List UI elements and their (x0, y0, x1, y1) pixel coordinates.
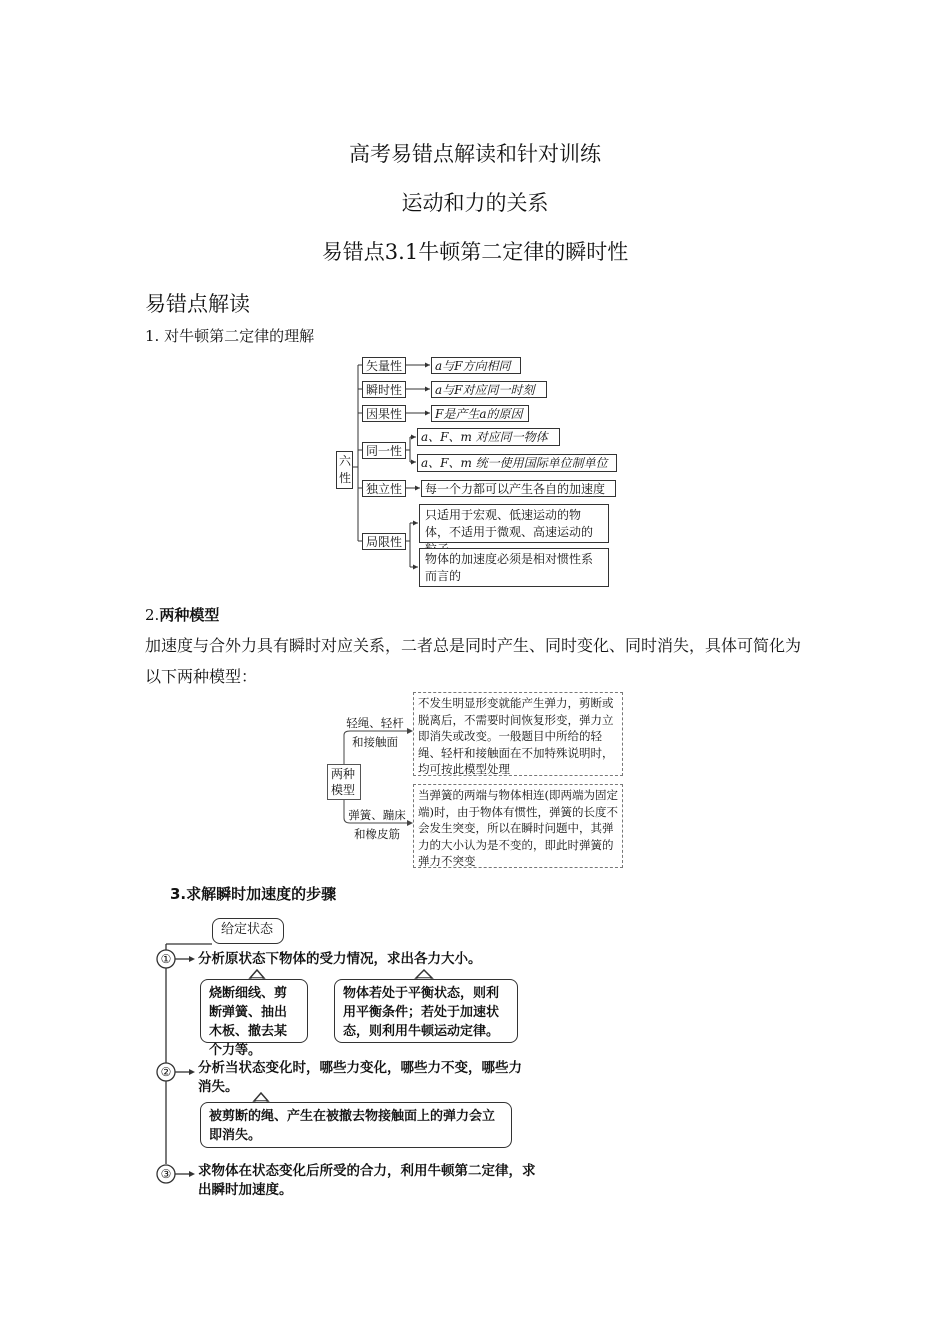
root-box-six-properties: 六性 (336, 451, 353, 489)
part1-heading: 1. 对牛顿第二定律的理解 (145, 327, 315, 345)
start-state-box: 给定状态 (212, 918, 284, 944)
model-label-rope (345, 714, 405, 752)
doc-topic-title: 易错点3.1牛顿第二定律的瞬时性 (321, 240, 629, 264)
desc-causal: F是产生a的原因 (431, 405, 529, 422)
model-label-rope-line2: 和接触面 (352, 735, 398, 749)
part2-paragraph: 加速度与合外力具有瞬时对应关系，二者总是同时产生、同时变化、同时消失，具体可简化为以下两种模型： (145, 636, 802, 686)
note-box-triggers: 烧断细线、剪断弹簧、抽出木板、撤去某个力等。 (200, 979, 308, 1043)
desc-limitation-inertial: 物体的加速度必须是相对惯性系而言的 (419, 548, 609, 587)
step2-number: ② (160, 1065, 172, 1079)
model-label-spring-line1: 弹簧、蹦床 (348, 808, 406, 822)
desc-independence: 每一个力都可以产生各自的加速度 (421, 480, 616, 497)
note-box-equilibrium: 物体若处于平衡状态，则利用平衡条件；若处于加速状态，则利用牛顿运动定律。 (334, 979, 518, 1043)
property-vector: 矢量性 (362, 357, 406, 374)
model-desc-rope: 不发生明显形变就能产生弹力，剪断或脱离后，不需要时间恢复形变，弹力立即消失或改变。一般题目中所给的轻绳、轻杆和接触面在不加特殊说明时，均可按此模型处理 (413, 692, 623, 776)
part2-heading-text: 两种模型 (159, 606, 220, 624)
property-limitation: 局限性 (362, 533, 406, 550)
step3-text: 求物体在状态变化后所受的合力，利用牛顿第二定律，求出瞬时加速度。 (198, 1163, 536, 1198)
step1-number: ① (160, 952, 172, 966)
part3-heading: 3.求解瞬时加速度的步骤 (170, 885, 337, 903)
step2-text: 分析当状态变化时，哪些力变化，哪些力不变，哪些力消失。 (198, 1060, 522, 1095)
property-independence: 独立性 (362, 480, 406, 497)
note-box-vanishing-force: 被剪断的绳、产生在被撤去物接触面上的弹力会立即消失。 (200, 1102, 512, 1148)
model-label-rope-line1: 轻绳、轻杆 (346, 716, 404, 730)
desc-sameness-units: a、F、m 统一使用国际单位制单位 (417, 454, 617, 472)
section-heading: 易错点解读 (145, 292, 250, 316)
desc-sameness-object: a、F、m 对应同一物体 (417, 428, 560, 446)
desc-limitation-macro: 只适用于宏观、低速运动的物体，不适用于微观、高速运动的 (419, 504, 609, 543)
property-sameness: 同一性 (362, 442, 406, 459)
part2-heading (145, 604, 219, 625)
root-box-two-models: 两种模型 (327, 764, 361, 800)
doc-subtitle: 运动和力的关系 (401, 191, 549, 215)
property-instantaneous: 瞬时性 (362, 381, 406, 398)
doc-title: 高考易错点解读和针对训练 (349, 142, 601, 166)
part2-heading-number: 2. (145, 606, 160, 624)
desc-vector: a与F方向相同 (431, 357, 521, 374)
step3-number: ③ (160, 1167, 172, 1181)
model-desc-spring: 当弹簧的两端与物体相连(即两端为固定端)时，由于物体有惯性，弹簧的长度不会发生突变，所以在瞬时问题中，其弹力的大小认为是不变的，即此时弹簧的弹力不突变 (413, 784, 623, 868)
model-label-spring-line2: 和橡皮筋 (354, 827, 400, 841)
desc-instantaneous: a与F对应同一时刻 (431, 381, 547, 398)
step1-text: 分析原状态下物体的受力情况，求出各力大小。 (198, 951, 482, 967)
property-causal: 因果性 (362, 405, 406, 422)
model-label-spring (345, 806, 409, 844)
